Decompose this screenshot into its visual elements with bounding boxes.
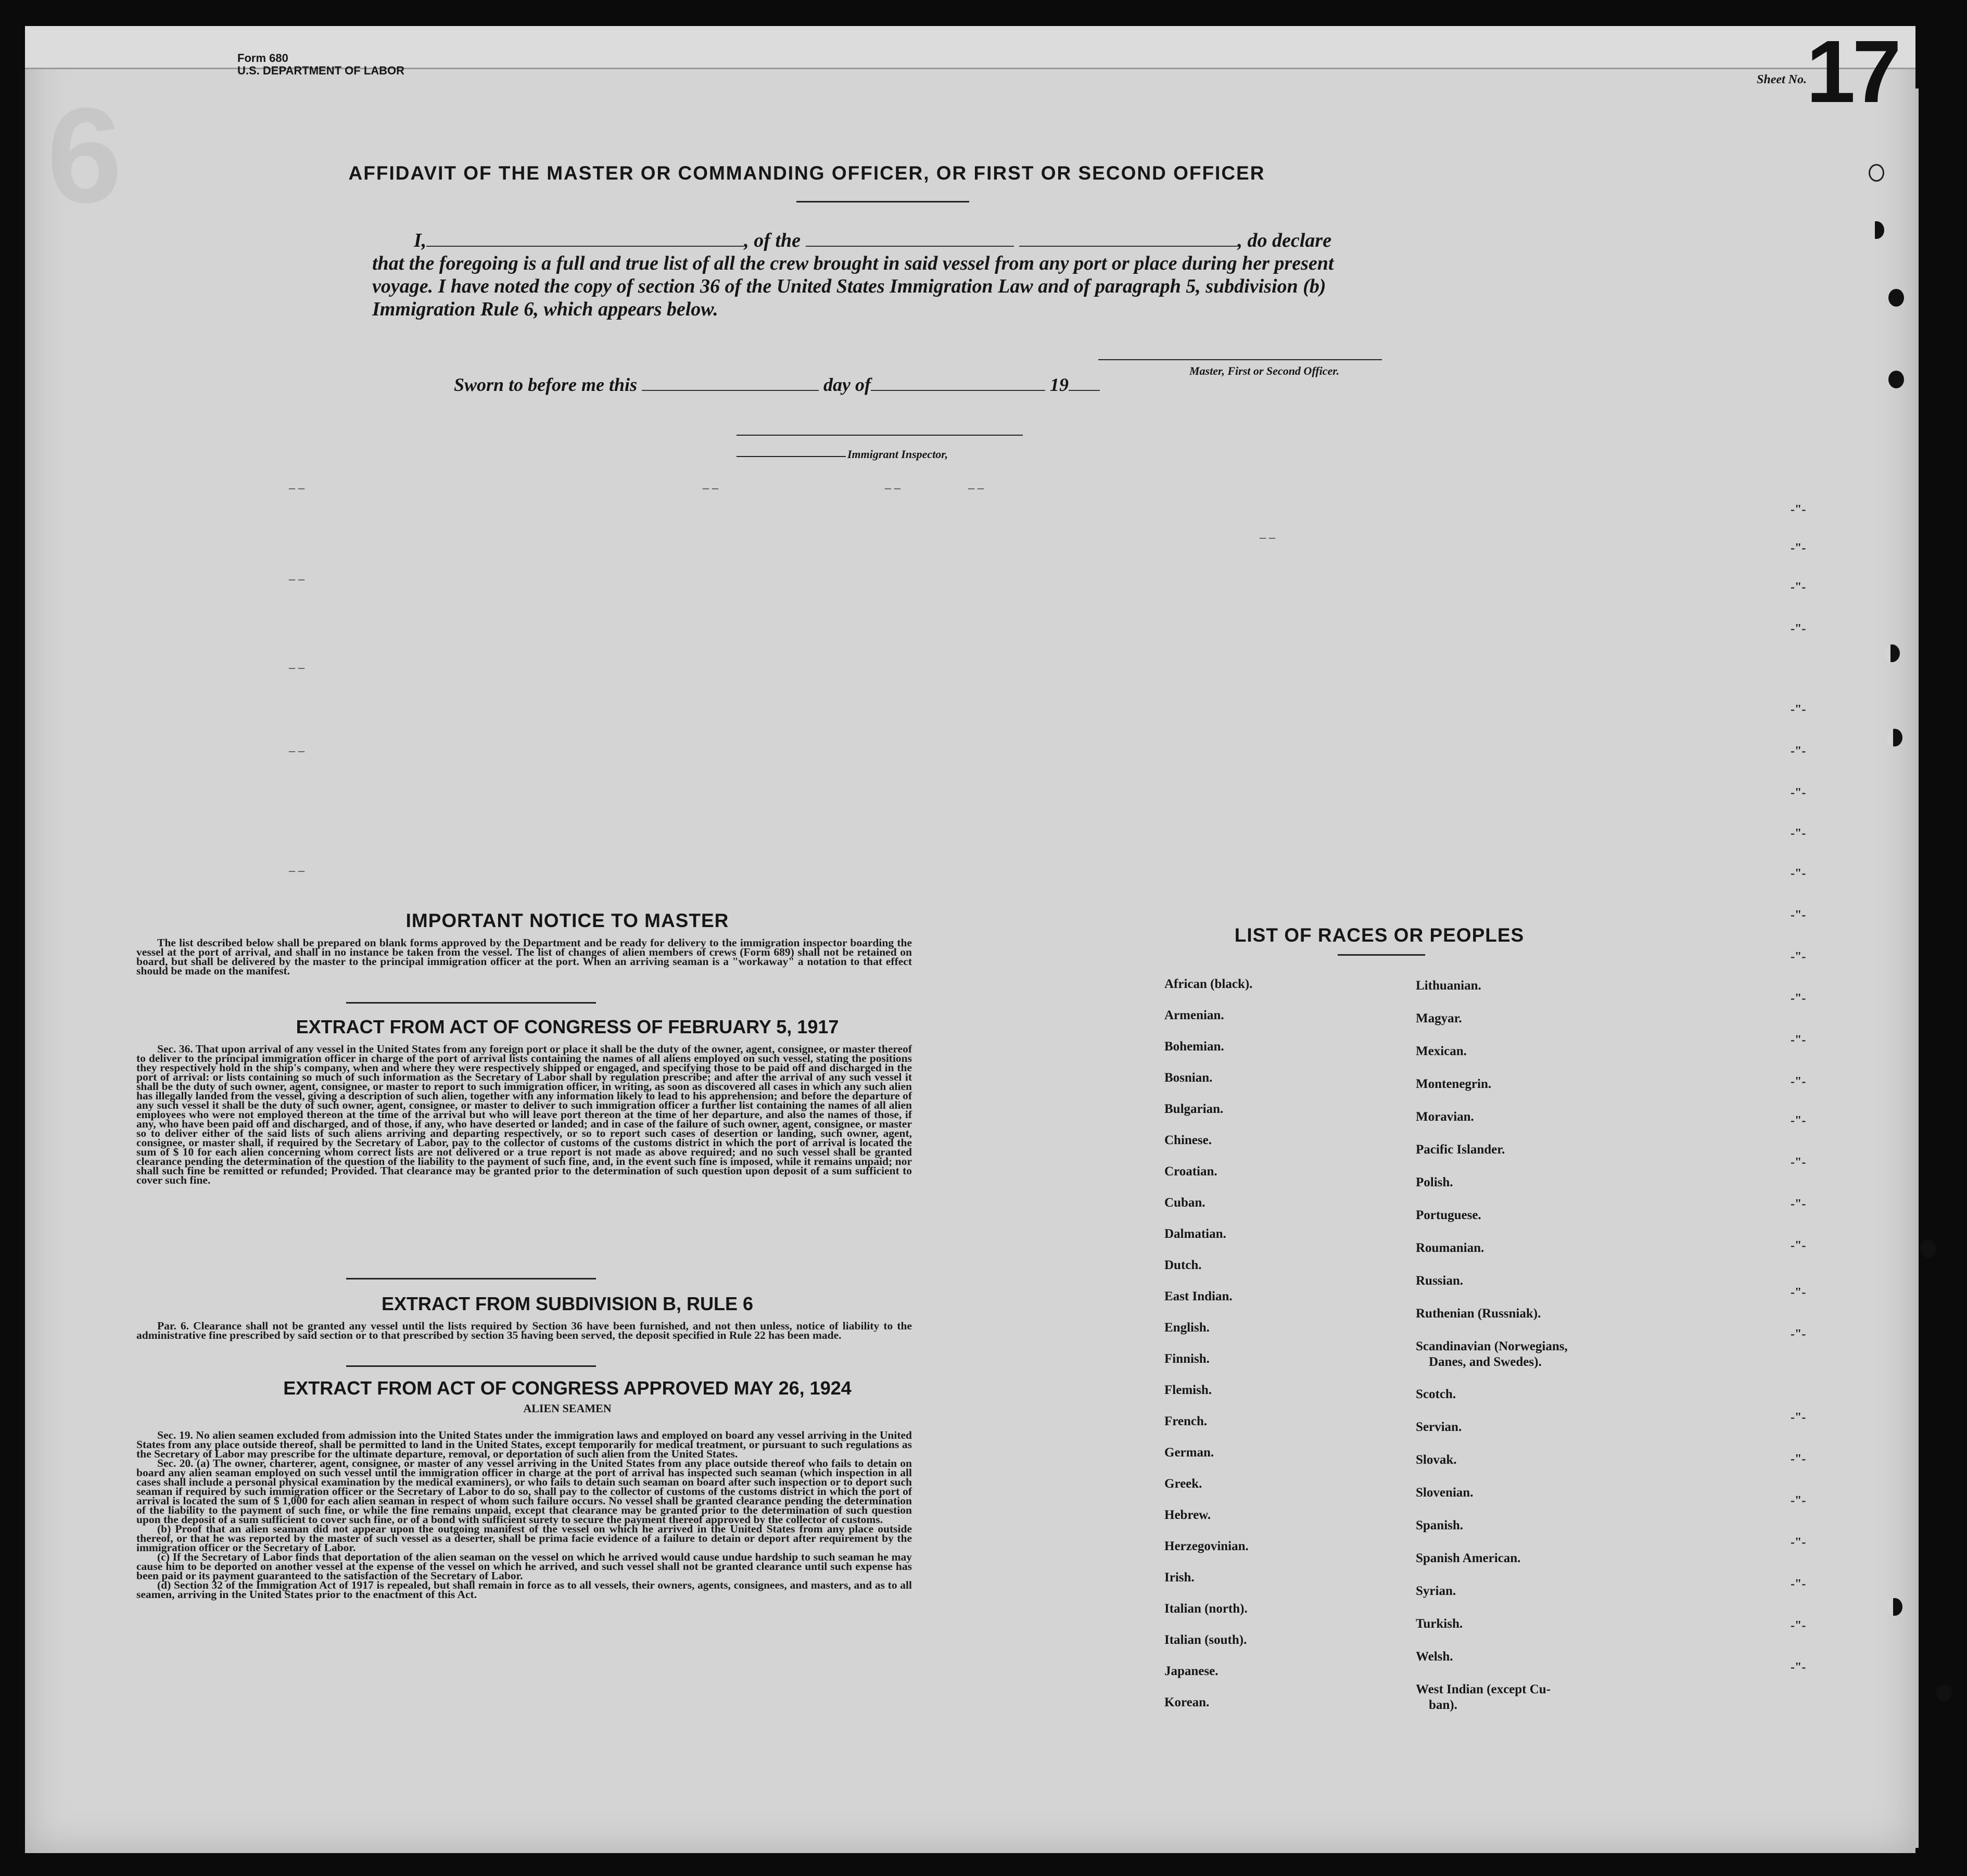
race-item: Slovak.	[1416, 1453, 1457, 1467]
vessel-name-field-2[interactable]	[1019, 230, 1238, 247]
race-item: Turkish.	[1416, 1617, 1463, 1631]
race-item: African (black).	[1164, 977, 1253, 991]
race-item: Bulgarian.	[1164, 1102, 1224, 1116]
race-item: Chinese.	[1164, 1133, 1212, 1147]
binder-hole	[1884, 644, 1900, 662]
ditto-mark: -"-	[1791, 1197, 1806, 1211]
race-item: Danes, and Swedes).	[1429, 1355, 1542, 1369]
race-item: Dutch.	[1164, 1258, 1202, 1272]
race-item: Slovenian.	[1416, 1486, 1474, 1500]
binder-hole	[1887, 729, 1902, 746]
paragraph-6: Par. 6. Clearance shall not be granted any vessel until the lists required by Section 36 have been furnished, and not then unless, notice of liability to the administrative fine prescribed by said section or to that prescribed by section 35 having been served, the deposit specified in Rule 22 has been made.	[136, 1320, 912, 1341]
section-19-paragraph: Sec. 19. No alien seamen excluded from admission into the United States under the immigration laws and employed on board any vessel arriving in the United States from any place outside thereof, shall be permitted to land in the United States, except temporarily for medical treatment, or pursuant to such regulations as the Secretary of Labor may prescribe for the ultimate departure, removal, or deportation of such alien from the United States.	[136, 1429, 912, 1460]
extract-rule6-title: EXTRACT FROM SUBDIVISION B, RULE 6	[381, 1293, 754, 1314]
race-item: Italian (north).	[1164, 1602, 1248, 1616]
sworn-day-field[interactable]	[642, 376, 819, 391]
race-item: Bohemian.	[1164, 1040, 1224, 1054]
department-name: U.S. DEPARTMENT OF LABOR	[237, 64, 405, 77]
race-item: Dalmatian.	[1164, 1227, 1226, 1241]
sworn-line	[454, 374, 1100, 396]
bleed-dash: – –	[289, 661, 304, 675]
binder-hole	[1869, 221, 1884, 239]
bleed-through-mark: 6	[47, 80, 122, 231]
race-item: Hebrew.	[1164, 1508, 1211, 1522]
ditto-mark: -"-	[1791, 992, 1806, 1005]
race-item: Lithuanian.	[1416, 979, 1481, 993]
race-item: Cuban.	[1164, 1196, 1205, 1210]
race-item: English.	[1164, 1321, 1210, 1335]
ditto-mark: -"-	[1791, 1033, 1806, 1047]
ditto-mark: -"-	[1791, 1411, 1806, 1424]
binder-hole	[1887, 1598, 1902, 1616]
race-item: Syrian.	[1416, 1584, 1456, 1598]
ditto-mark: -"-	[1791, 503, 1806, 516]
race-item: Greek.	[1164, 1477, 1202, 1491]
inspector-signature-line[interactable]	[737, 435, 1023, 436]
affidavit-of-the: , of the	[744, 230, 801, 251]
section-20d-paragraph: (d) Section 32 of the Immigration Act of 1917 is repealed, but shall remain in force as to all vessels, their owners, agents, consignees, and masters, and as to all seamen, arriving in the United States prior to the enactment of this Act.	[136, 1579, 912, 1601]
ditto-mark: -"-	[1791, 1619, 1806, 1632]
ditto-mark: -"-	[1791, 1536, 1806, 1549]
race-item: Portuguese.	[1416, 1208, 1481, 1222]
signature-label: Master, First or Second Officer.	[1189, 364, 1340, 377]
binder-hole	[1921, 1240, 1936, 1258]
extract-rule6-text	[136, 1321, 912, 1340]
ditto-mark: -"-	[1791, 1660, 1806, 1674]
section-divider	[346, 1002, 596, 1004]
race-item: Servian.	[1416, 1420, 1462, 1434]
sheet-number: 17	[1806, 22, 1899, 121]
ditto-mark: -"-	[1791, 950, 1806, 964]
ditto-mark: -"-	[1791, 1577, 1806, 1591]
race-item: Scotch.	[1416, 1387, 1456, 1401]
section-36-paragraph: Sec. 36. That upon arrival of any vessel in the United States from any foreign port or place it shall be the duty of the owner, agent, consignee, or master thereof to deliver to the principal immigration officer in charge of the port of arrival lists containing the names of all aliens employed on such vessel, stating the positions they respectively hold in the ship's company, when and where they were respectively shipped or engaged, and specifying those to be paid off and discharged in the port of arrival: or lists containing so much of such information as the Secretary of Labor shall by regulation prescribe; and after the arrival of any such vessel it shall be the duty of such owner, agent, consignee, or master to report to such immigration officer, in writing, as soon as discovered all cases in which any such alien has illegally landed from the vessel, giving a description of such alien, together with any information likely to lead to his apprehension; and before the departure of any such vessel it shall be the duty of such owner, agent, consignee, or master to deliver to such immigration officer a further list containing the names of all alien employees who were not employed thereon at the time of the arrival but who will leave port thereon at the time of her departure, and also the names of those, if any, who have been paid off and discharged, and of those, if any, who have deserted or landed; and in case of the failure of such owner, agent, consignee, or master so to deliver either of the said lists of such aliens arriving and departing respectively, or so to report such cases of desertion or landing, such owner, agent, consignee, or master shall, if required by the Secretary of Labor, pay to the collector of customs of the customs district in which the port of arrival is located the sum of $ 10 for each alien concerning whom correct lists are not delivered or a true report is not made as above required; and no such vessel shall be granted clearance pending the determination of the question of the liability to the payment of such fine, and, in the event such fine is imposed, while it remains unpaid; nor shall such fine be remitted or refunded; Provided. That clearance may be granted prior to the determination of such question upon deposit of a sum sufficient to cover such fine.	[136, 1043, 912, 1186]
binder-hole	[1888, 371, 1904, 388]
bleed-dash: – –	[968, 481, 984, 495]
ditto-mark: -"-	[1791, 1114, 1806, 1127]
race-item: Bosnian.	[1164, 1071, 1213, 1085]
bleed-dash: – –	[289, 864, 304, 878]
affidavit-title: AFFIDAVIT OF THE MASTER OR COMMANDING OFFICER, OR FIRST OR SECOND OFFICER	[348, 162, 1265, 184]
form-number: Form 680	[237, 52, 288, 65]
officer-name-field[interactable]	[426, 230, 744, 247]
bleed-dash: – –	[703, 481, 718, 495]
signature-line[interactable]	[1098, 359, 1382, 360]
extract-1924-text	[136, 1430, 912, 1599]
notice-paragraph: The list described below shall be prepared on blank forms approved by the Department and be ready for delivery to the immigration inspector boarding the vessel at the port of arrival, and shall in no instance be taken from the vessel. The list of changes of alien members of crews (Form 689) shall not be retained on board, but shall be delivered by the master to the principal immigration officer at the port. When an arriving seaman is a "workaway" a notation to that effect should be made on the manifest.	[136, 936, 912, 977]
race-item: ban).	[1429, 1698, 1457, 1712]
race-item: Herzegovinian.	[1164, 1539, 1249, 1553]
ditto-mark: -"-	[1791, 908, 1806, 922]
race-item: Pacific Islander.	[1416, 1143, 1505, 1157]
inspector-label-line	[737, 456, 846, 457]
race-item: Russian.	[1416, 1274, 1464, 1288]
binder-hole	[1869, 164, 1884, 182]
race-item: Magyar.	[1416, 1011, 1462, 1025]
sheet-right-edge	[1915, 88, 1919, 1848]
binder-hole	[1888, 289, 1904, 307]
race-item: West Indian (except Cu-	[1416, 1682, 1551, 1696]
form-identifier	[237, 52, 404, 77]
race-item: Japanese.	[1164, 1664, 1219, 1678]
race-item: Mexican.	[1416, 1044, 1467, 1058]
affidavit-first-line	[372, 229, 1387, 252]
race-item: Ruthenian (Russniak).	[1416, 1307, 1541, 1321]
race-item: Finnish.	[1164, 1352, 1210, 1366]
race-item: Polish.	[1416, 1175, 1453, 1189]
ditto-mark: -"-	[1791, 580, 1806, 594]
race-item: Scandinavian (Norwegians,	[1416, 1339, 1568, 1353]
affidavit-do-declare: , do declare	[1237, 230, 1331, 251]
race-item: Armenian.	[1164, 1008, 1224, 1022]
ditto-mark: -"-	[1791, 1494, 1806, 1507]
race-item: East Indian.	[1164, 1289, 1233, 1303]
races-title-underline	[1338, 954, 1425, 956]
section-20a-paragraph: Sec. 20. (a) The owner, charterer, agent, consignee, or master of any vessel arriving in the United States from any place outside thereof who fails to detain on board any alien seaman employed on such vessel until the immigration officer in charge at the port of arrival has inspected such seaman (which inspection in all cases shall include a personal physical examination by the medical examiners), or who fails to detain such seaman on board after such inspection or to deport such seaman if required by such immigration officer or the Secretary of Labor to do so, shall pay to the collector of customs of the customs district in which the port of arrival is located the sum of $ 1,000 for each alien seaman in respect of whom such failure occurs. No vessel shall be granted clearance pending the determination of the liability to the payment of such fine, or while the fine remains unpaid, except that clearance may be granted prior to the determination of such question upon the deposit of a sum sufficient to cover such fine, or of a bond with sufficient surety to secure the payment thereof approved by the collector of customs.	[136, 1457, 912, 1526]
bleed-dash: – –	[289, 573, 304, 586]
sheet-label: Sheet No.	[1757, 73, 1807, 86]
section-20c-paragraph: (c) If the Secretary of Labor finds that deportation of the alien seaman on the vessel on which he arrived would cause undue hardship to such seaman he may cause him to be deported on another vessel at the expense of the vessel on which he arrived, and such vessel shall not be granted clearance until such expense has been paid or its payment guaranteed to the satisfaction of the Secretary of Labor.	[136, 1551, 912, 1582]
binder-hole	[1936, 1684, 1952, 1702]
sworn-prefix: Sworn to before me this	[454, 374, 638, 395]
ditto-mark: -"-	[1791, 744, 1806, 758]
extract-1924-title: EXTRACT FROM ACT OF CONGRESS APPROVED MAY 26, 1924	[283, 1377, 852, 1399]
race-item: Italian (south).	[1164, 1633, 1247, 1647]
race-item: French.	[1164, 1414, 1208, 1428]
race-item: Spanish American.	[1416, 1551, 1521, 1565]
ditto-mark: -"-	[1791, 1239, 1806, 1252]
bleed-dash: – –	[289, 744, 304, 758]
race-item: Spanish.	[1416, 1518, 1464, 1532]
ditto-mark: -"-	[1791, 1286, 1806, 1299]
bleed-dash: – –	[885, 481, 900, 495]
races-title: LIST OF RACES OR PEOPLES	[1234, 924, 1525, 946]
section-20b-paragraph: (b) Proof that an alien seaman did not appear upon the outgoing manifest of the vessel on which he arrived in the United States from any place outside thereof, or that he was reported by the master of such vessel as a deserter, shall be prima facie evidence of a failure to detain or deport after requirement by the immigration officer or the Secretary of Labor.	[136, 1523, 912, 1554]
bleed-dash: – –	[289, 481, 304, 495]
race-item: Flemish.	[1164, 1383, 1212, 1397]
race-item: Croatian.	[1164, 1164, 1217, 1178]
race-item: Moravian.	[1416, 1110, 1474, 1124]
bleed-dash: – –	[1260, 531, 1275, 544]
sworn-year-field[interactable]	[1069, 376, 1100, 391]
race-item: German.	[1164, 1446, 1214, 1460]
race-item: Roumanian.	[1416, 1241, 1484, 1255]
sworn-month-field[interactable]	[871, 376, 1045, 391]
notice-text	[136, 938, 912, 975]
ditto-mark: -"-	[1791, 703, 1806, 716]
alien-seamen-subtitle: ALIEN SEAMEN	[523, 1402, 612, 1415]
affidavit-body: that the foregoing is a full and true list of all the crew brought in said vessel from any port or place during her present voyage. I have noted the copy of section 36 of the United States Immigration Law and of paragraph 5, subdivision (b) Immigration Rule 6, which appears below.	[372, 252, 1334, 320]
ditto-mark: -"-	[1791, 1156, 1806, 1169]
notice-title: IMPORTANT NOTICE TO MASTER	[405, 910, 729, 931]
ditto-mark: -"-	[1791, 541, 1806, 555]
sworn-day-of: day of	[823, 374, 871, 395]
section-divider	[346, 1365, 596, 1367]
ditto-mark: -"-	[1791, 1075, 1806, 1088]
race-item: Montenegrin.	[1416, 1077, 1492, 1091]
title-underline	[796, 201, 969, 202]
ditto-mark: -"-	[1791, 622, 1806, 636]
affidavit-i: I,	[414, 230, 427, 251]
ditto-mark: -"-	[1791, 786, 1806, 800]
race-item: Welsh.	[1416, 1650, 1453, 1664]
race-item: Irish.	[1164, 1570, 1195, 1585]
extract-1917-text	[136, 1044, 912, 1185]
ditto-mark: -"-	[1791, 827, 1806, 840]
sworn-year: 19	[1050, 374, 1069, 395]
vessel-name-field[interactable]	[806, 230, 1014, 247]
section-divider	[346, 1278, 596, 1279]
inspector-label: Immigrant Inspector,	[847, 448, 948, 461]
race-item: Korean.	[1164, 1695, 1210, 1709]
ditto-mark: -"-	[1791, 1452, 1806, 1466]
ditto-mark: -"-	[1791, 1327, 1806, 1341]
affidavit-statement	[372, 229, 1387, 321]
extract-1917-title: EXTRACT FROM ACT OF CONGRESS OF FEBRUARY 5, 1917	[296, 1016, 839, 1037]
ditto-mark: -"-	[1791, 867, 1806, 880]
